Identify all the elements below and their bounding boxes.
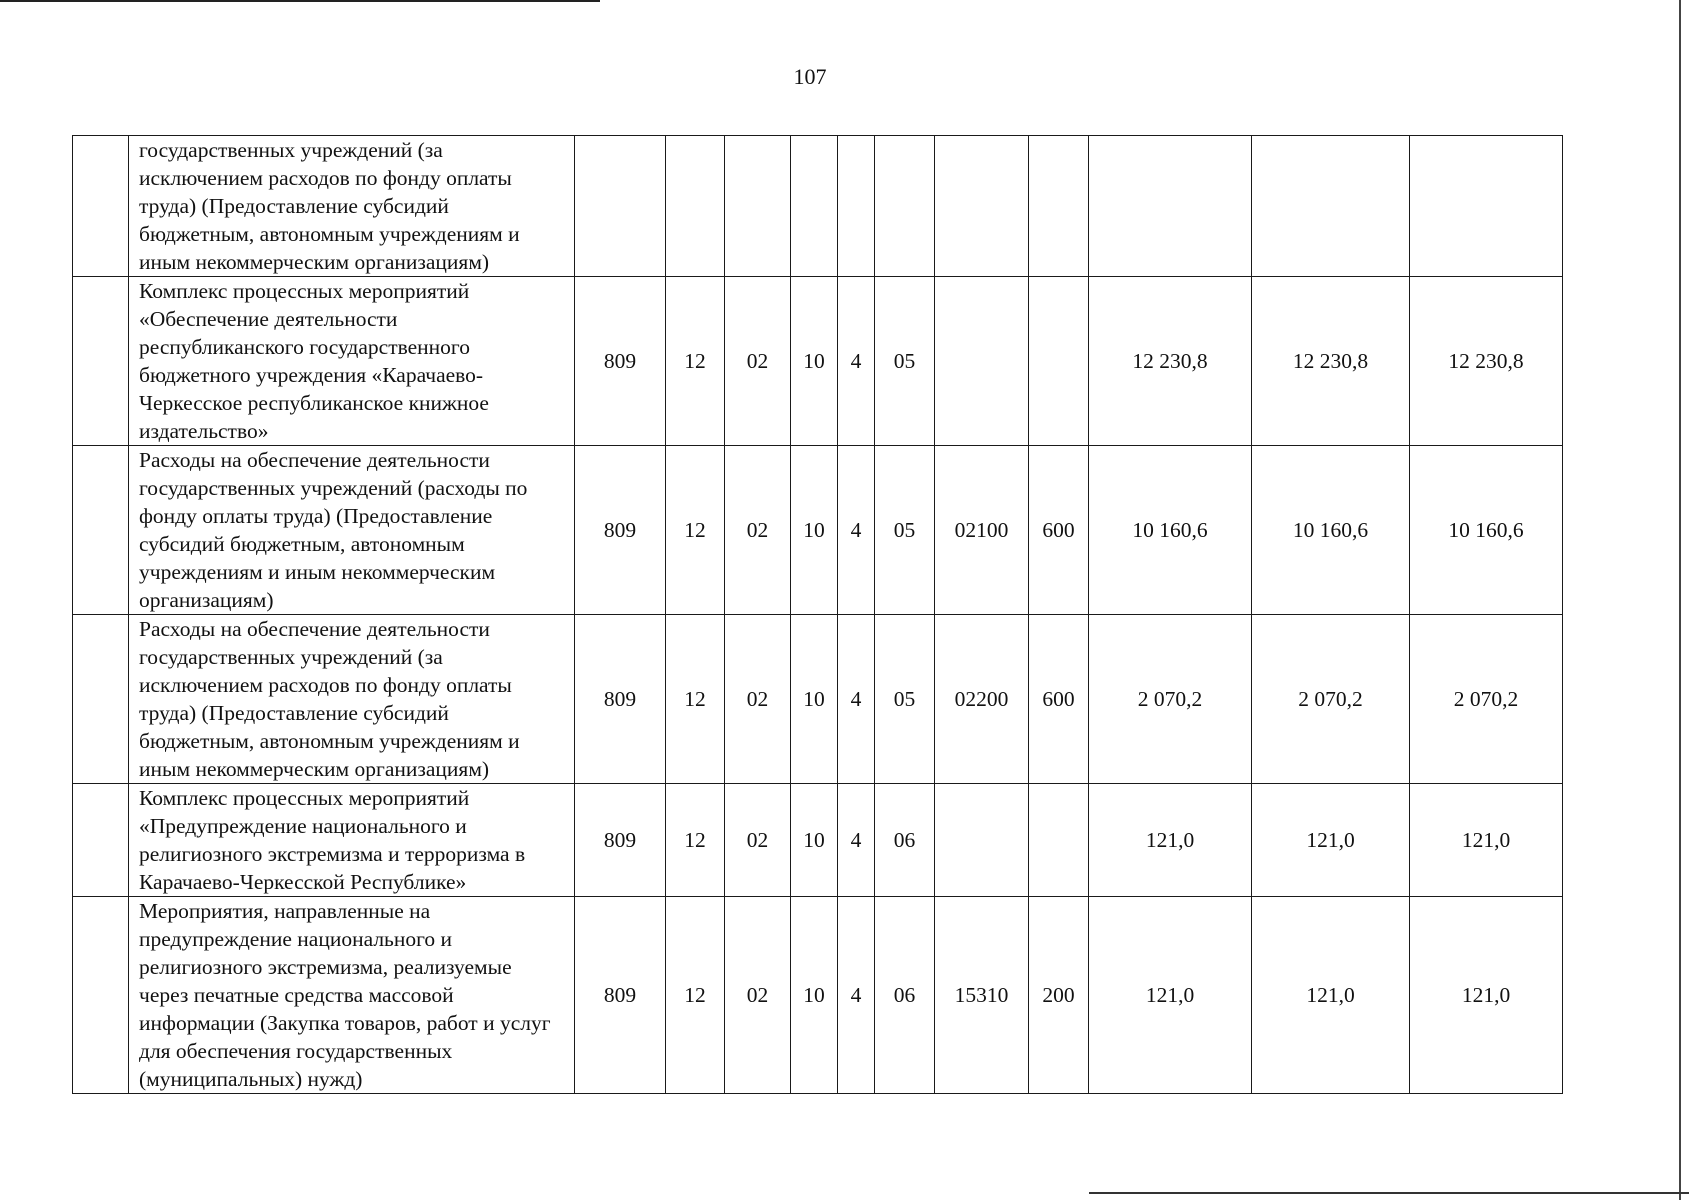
code-cell: 02 [725,446,791,615]
amount-cell: 10 160,6 [1089,446,1252,615]
code-cell [1029,784,1089,897]
code-cell: 12 [666,277,725,446]
code-cell: 02 [725,615,791,784]
row-number-cell [73,615,129,784]
scan-edge-bottom [1089,1192,1689,1194]
description-cell: Расходы на обеспечение деятельности государственных учреждений (за исключением расходов по фонду оплаты труда) (Предоставление субсидий бюджетным, автономным учреждениям и иным некоммерческим организациям) [129,615,575,784]
code-cell: 4 [838,615,875,784]
code-cell [666,136,725,277]
code-cell: 10 [791,277,838,446]
table-row [73,897,1563,1094]
code-cell: 10 [791,446,838,615]
amount-cell: 10 160,6 [1410,446,1563,615]
amount-cell: 2 070,2 [1089,615,1252,784]
code-cell: 809 [575,784,666,897]
code-cell: 05 [875,615,935,784]
code-cell: 06 [875,784,935,897]
code-cell: 600 [1029,446,1089,615]
scan-edge-top [0,0,600,2]
amount-cell: 121,0 [1089,784,1252,897]
amount-cell: 12 230,8 [1089,277,1252,446]
scan-edge-right [1679,0,1681,1200]
code-cell [935,784,1029,897]
code-cell [791,136,838,277]
amount-cell: 12 230,8 [1252,277,1410,446]
code-cell: 06 [875,897,935,1094]
code-cell: 4 [838,277,875,446]
code-cell: 809 [575,446,666,615]
row-number-cell [73,446,129,615]
code-cell: 15310 [935,897,1029,1094]
code-cell: 809 [575,615,666,784]
code-cell [575,136,666,277]
description-cell: государственных учреждений (за исключением расходов по фонду оплаты труда) (Предоставление субсидий бюджетным, автономным учреждениям и иным некоммерческим организациям) [129,136,575,277]
amount-cell: 121,0 [1252,897,1410,1094]
amount-cell: 2 070,2 [1252,615,1410,784]
amount-cell: 10 160,6 [1252,446,1410,615]
amount-cell [1252,136,1410,277]
code-cell [935,136,1029,277]
amount-cell: 121,0 [1252,784,1410,897]
code-cell: 05 [875,277,935,446]
code-cell [1029,136,1089,277]
code-cell: 200 [1029,897,1089,1094]
table-row [73,615,1563,784]
description-cell: Расходы на обеспечение деятельности государственных учреждений (расходы по фонду оплаты труда) (Предоставление субсидий бюджетным, автономным учреждениям и иным некоммерческим организациям) [129,446,575,615]
description-cell: Комплекс процессных мероприятий «Предупреждение национального и религиозного экстремизма и терроризма в Карачаево-Черкесской Республике» [129,784,575,897]
code-cell: 02100 [935,446,1029,615]
amount-cell: 121,0 [1410,784,1563,897]
amount-cell: 121,0 [1410,897,1563,1094]
code-cell [838,136,875,277]
code-cell: 02 [725,784,791,897]
page-number: 107 [793,64,827,89]
code-cell: 4 [838,446,875,615]
amount-cell [1089,136,1252,277]
code-cell: 10 [791,897,838,1094]
code-cell: 809 [575,897,666,1094]
amount-cell: 121,0 [1089,897,1252,1094]
code-cell: 10 [791,615,838,784]
code-cell: 02 [725,277,791,446]
code-cell: 12 [666,897,725,1094]
table-row [73,784,1563,897]
code-cell: 12 [666,784,725,897]
code-cell: 600 [1029,615,1089,784]
code-cell: 12 [666,615,725,784]
table-row [73,446,1563,615]
budget-table [72,135,1563,1094]
code-cell: 809 [575,277,666,446]
table-body [73,136,1563,1094]
table-row [73,136,1563,277]
code-cell: 4 [838,897,875,1094]
description-cell: Комплекс процессных мероприятий «Обеспечение деятельности республиканского государственного бюджетного учреждения «Карачаево-Черкесское республиканское книжное издательство» [129,277,575,446]
code-cell: 05 [875,446,935,615]
row-number-cell [73,784,129,897]
code-cell: 10 [791,784,838,897]
description-cell: Мероприятия, направленные на предупреждение национального и религиозного экстремизма, реализуемые через печатные средства массовой информации (Закупка товаров, работ и услуг для обеспечения государственных (муниципальных) нужд) [129,897,575,1094]
table-row [73,277,1563,446]
code-cell [935,277,1029,446]
code-cell [725,136,791,277]
code-cell: 4 [838,784,875,897]
amount-cell: 12 230,8 [1410,277,1563,446]
row-number-cell [73,277,129,446]
row-number-cell [73,897,129,1094]
code-cell: 02 [725,897,791,1094]
amount-cell [1410,136,1563,277]
code-cell: 02200 [935,615,1029,784]
amount-cell: 2 070,2 [1410,615,1563,784]
row-number-cell [73,136,129,277]
code-cell [1029,277,1089,446]
code-cell [875,136,935,277]
code-cell: 12 [666,446,725,615]
